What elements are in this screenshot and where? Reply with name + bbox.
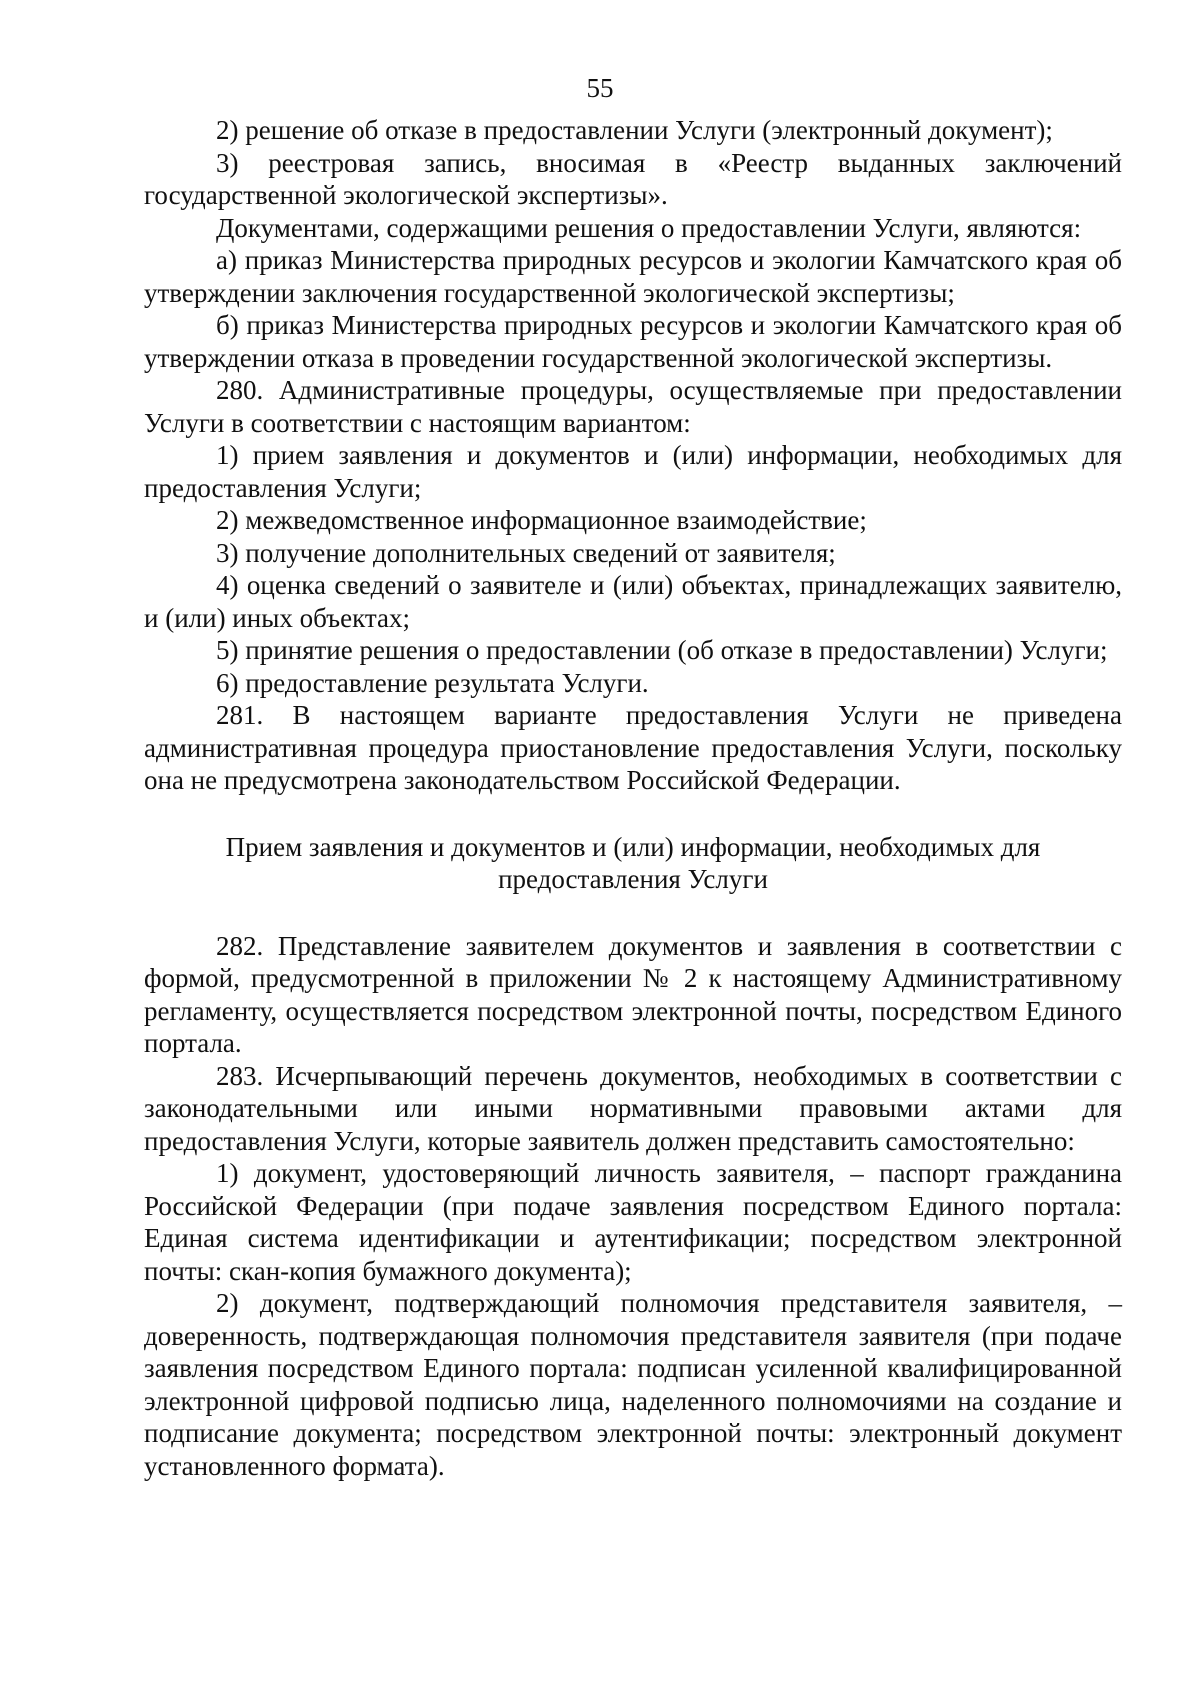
list-item-document-2: 2) документ, подтверждающий полномочия представителя заявителя, – доверенность, подтверждающая полномочия представителя заявителя (при подаче заявления посредством Единого портала: подписан усиленной квалифицированной электронной цифровой подписью лица, наделенного полномочиями на создание и подписание документа; посредством электронной почты: электронный документ установленного формата). xyxy=(144,1288,1122,1481)
section-heading xyxy=(144,831,1122,896)
section-heading-line-2: предоставления Услуги xyxy=(498,864,768,894)
list-item-procedure-4: 4) оценка сведений о заявителе и (или) объектах, принадлежащих заявителю, и (или) иных объектах; xyxy=(144,570,1122,633)
paragraph-281: 281. В настоящем варианте предоставления Услуги не приведена административная процедура приостановление предоставления Услуги, поскольку она не предусмотрена законодательством Российской Федерации. xyxy=(144,700,1122,795)
list-item-procedure-6: 6) предоставление результата Услуги. xyxy=(216,667,649,698)
paragraph-280: 280. Административные процедуры, осуществляемые при предоставлении Услуги в соответствии с настоящим вариантом: xyxy=(144,375,1122,438)
list-item-procedure-2: 2) межведомственное информационное взаимодействие; xyxy=(216,505,867,535)
paragraph-order-refusal: б) приказ Министерства природных ресурсов и экологии Камчатского края об утверждении отказа в проведении государственной экологической экспертизы. xyxy=(144,310,1122,373)
list-item-procedure-5: 5) принятие решения о предоставлении (об отказе в предоставлении) Услуги; xyxy=(216,635,1108,665)
paragraph-282: 282. Представление заявителем документов и заявления в соответствии с формой, предусмотренной в приложении № 2 к настоящему Административному регламенту, осуществляется посредством электронной почты, посредством Единого портала. xyxy=(144,930,1122,1058)
paragraph-decision-refusal: 2) решение об отказе в предоставлении Услуги (электронный документ); xyxy=(216,115,1053,145)
paragraph-registry-entry: 3) реестровая запись, вносимая в «Реестр выданных заключений государственной экологической экспертизы». xyxy=(144,147,1122,210)
document-body xyxy=(144,114,1122,1482)
list-item-procedure-1: 1) прием заявления и документов и (или) информации, необходимых для предоставления Услуги; xyxy=(144,440,1122,503)
paragraph-283: 283. Исчерпывающий перечень документов, необходимых в соответствии с законодательными или иными нормативными правовыми актами для предоставления Услуги, которые заявитель должен представить самостоятельно: xyxy=(144,1060,1122,1156)
section-heading-line-1: Прием заявления и документов и (или) информации, необходимых для xyxy=(225,831,1041,862)
paragraph-decision-documents: Документами, содержащими решения о предоставлении Услуги, являются: xyxy=(216,212,1082,243)
page-number: 55 xyxy=(586,73,614,103)
list-item-document-1: 1) документ, удостоверяющий личность заявителя, – паспорт гражданина Российской Федерации (при подаче заявления посредством Единого портала: Единая система идентификации и аутентификации; посредством электронной почты: скан-копия бумажного документа); xyxy=(144,1158,1122,1286)
list-item-procedure-3: 3) получение дополнительных сведений от заявителя; xyxy=(216,537,836,568)
paragraph-order-approval: а) приказ Министерства природных ресурсов и экологии Камчатского края об утверждении заключения государственной экологической экспертизы; xyxy=(144,245,1122,308)
